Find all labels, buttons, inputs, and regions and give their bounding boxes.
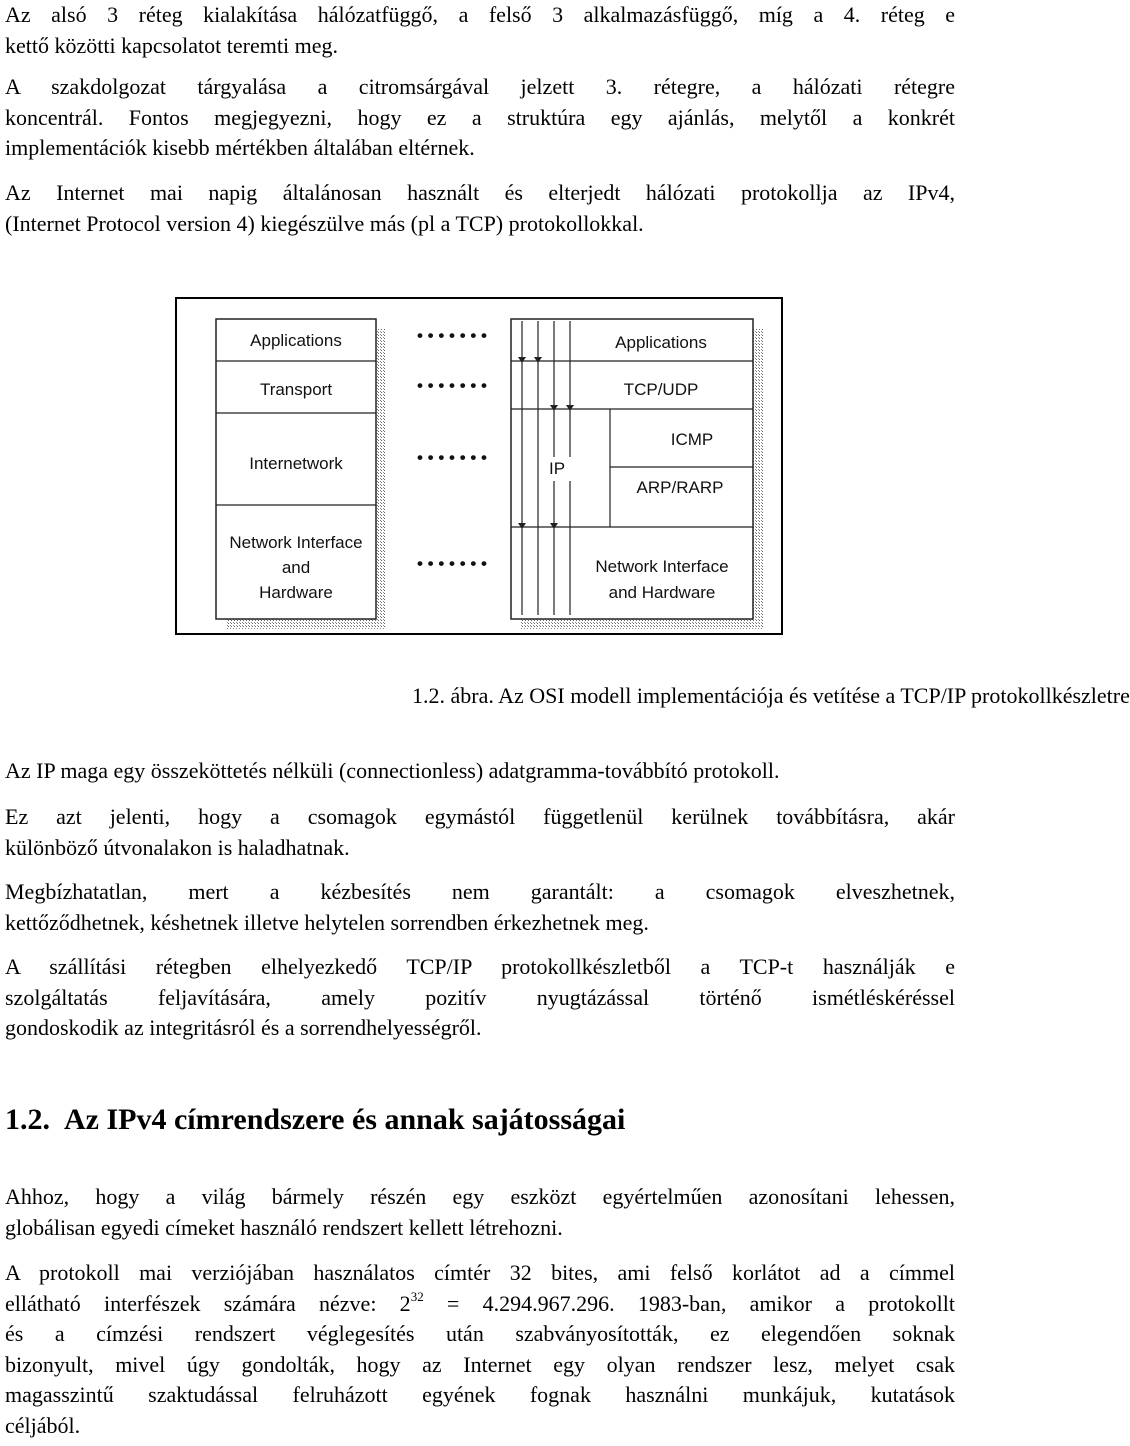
right-tcp-udp-label: TCP/UDP	[623, 380, 699, 399]
exponent: 32	[410, 1288, 424, 1304]
text-line: magasszintű szaktudással felruházott egyének fognak használni munkájuk, kutatások	[5, 1382, 955, 1407]
right-network-label-2: and Hardware	[608, 583, 716, 602]
text-line: A szakdolgozat tárgyalása a citromsárgával jelzett 3. rétegre, a hálózati rétegre	[5, 74, 955, 99]
left-transport-label: Transport	[259, 380, 333, 399]
text-line: Az alsó 3 réteg kialakítása hálózatfüggő, a felső 3 alkalmazásfüggő, míg a 4. réteg e	[5, 2, 955, 27]
right-network-label-1: Network Interface	[595, 557, 729, 576]
layer-connectors	[417, 326, 487, 573]
text-line: Megbízhatatlan, mert a kézbesítés nem garantált: a csomagok elveszhetnek,	[5, 879, 955, 904]
left-stack	[216, 319, 386, 629]
text-line: bizonyult, mivel úgy gondolták, hogy az Internet egy olyan rendszer lesz, melyet csak	[5, 1351, 955, 1377]
section-heading	[5, 1100, 625, 1140]
text-line: implementációk kisebb mértékben általában eltérnek.	[5, 135, 475, 160]
left-network-label-1: Network Interface	[229, 533, 363, 552]
right-arp-rarp-label: ARP/RARP	[636, 478, 724, 497]
connector-internetwork: • • • • • • •	[417, 448, 488, 467]
figure-diagram	[177, 299, 781, 633]
connector-transport: • • • • • • •	[417, 376, 488, 395]
figure-caption: 1.2. ábra. Az OSI modell implementációja és vetítése a TCP/IP protokollkészletre	[412, 683, 1130, 708]
text-fragment: ellátható interfészek számára nézve: 2	[5, 1290, 411, 1316]
text-line: kettő közötti kapcsolatot teremti meg.	[5, 32, 338, 58]
text-line: globálisan egyedi címeket használó rendszert kellett létrehozni.	[5, 1214, 563, 1240]
left-network-label-2: and	[281, 558, 311, 577]
connector-applications: • • • • • • •	[417, 326, 488, 345]
text-line: kettőződhetnek, késhetnek illetve helytelen sorrendben érkezhetnek meg.	[5, 909, 649, 935]
text-line: (Internet Protocol version 4) kiegészülve más (pl a TCP) protokollokkal.	[5, 210, 644, 236]
paragraph-layers-intro	[5, 0, 955, 61]
text-line: és a címzési rendszert véglegesítés után szabványosították, ez elegendően soknak	[5, 1321, 955, 1346]
left-network-label-3: Hardware	[259, 583, 333, 602]
text-line: céljából.	[5, 1412, 81, 1438]
section-number: 1.2.	[5, 1103, 50, 1136]
right-ip-label: IP	[548, 459, 566, 478]
text-line: Az IP maga egy összeköttetés nélküli (connectionless) adatgramma-továbbító protokoll.	[5, 758, 780, 783]
text-line: Az Internet mai napig általánosan használt és elterjedt hálózati protokollja az IPv4,	[5, 180, 955, 205]
connector-network: • • • • • • •	[417, 554, 488, 573]
text-line: A szállítási rétegben elhelyezkedő TCP/IP protokollkészletből a TCP-t használják e	[5, 954, 955, 979]
paragraph-address-space	[5, 1258, 955, 1441]
osi-tcpip-figure	[175, 297, 783, 635]
text-line: különböző útvonalakon is haladhatnak.	[5, 834, 350, 860]
paragraph-ipv4-intro	[5, 178, 955, 239]
text-line: Ahhoz, hogy a világ bármely részén egy eszközt egyértelműen azonosítani lehessen,	[5, 1184, 955, 1209]
paragraph-addressing-need	[5, 1182, 955, 1243]
text-line: szolgáltatás feljavítására, amely pozitív nyugtázással történő ismétléskéréssel	[5, 984, 955, 1010]
text-line: koncentrál. Fontos megjegyezni, hogy ez a struktúra egy ajánlás, melytől a konkrét	[5, 104, 955, 130]
paragraph-tcp-role	[5, 952, 955, 1044]
section-title: Az IPv4 címrendszere és annak sajátosságai	[64, 1103, 626, 1136]
left-applications-label: Applications	[250, 331, 342, 350]
right-applications-label: Applications	[615, 333, 707, 352]
right-stack	[511, 319, 763, 629]
paragraph-ip-connectionless	[5, 756, 955, 787]
text-fragment: = 4.294.967.296. 1983-ban, amikor a protokollt	[423, 1290, 955, 1316]
left-internetwork-label: Internetwork	[249, 454, 343, 473]
right-icmp-label: ICMP	[670, 430, 714, 449]
paragraph-independent-routing	[5, 802, 955, 863]
text-line: gondoskodik az integritásról és a sorrendhelyességről.	[5, 1015, 482, 1040]
text-line-with-exponent	[5, 1289, 955, 1320]
text-line: A protokoll mai verziójában használatos címtér 32 bites, ami felső korlátot ad a címmel	[5, 1260, 955, 1285]
paragraph-thesis-focus	[5, 72, 955, 164]
paragraph-unreliable	[5, 877, 955, 938]
text-line: Ez azt jelenti, hogy a csomagok egymástól függetlenül kerülnek továbbításra, akár	[5, 804, 955, 829]
